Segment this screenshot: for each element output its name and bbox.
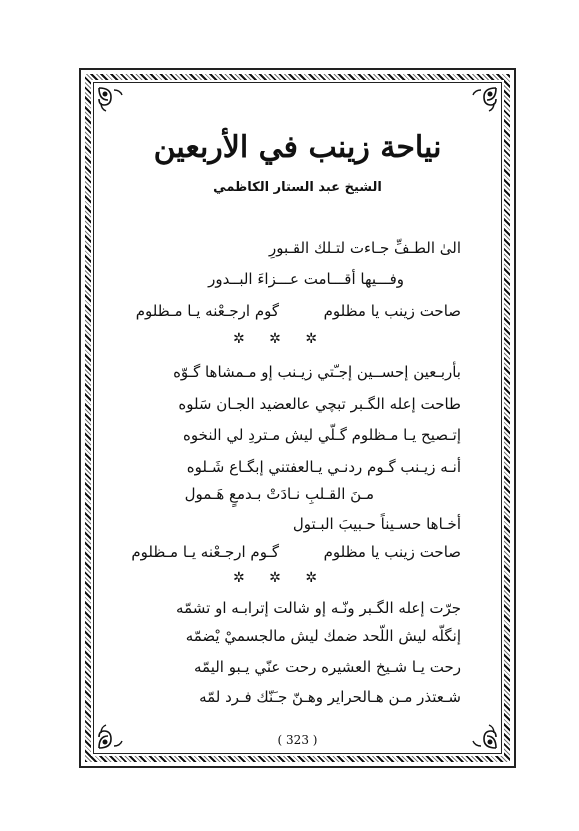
verse-line: مـنَ القـلبِ نـادَتْ بـدمعٍ هَـمول bbox=[184, 485, 374, 503]
verse-line: أخـاها حسـيناً حـبيبَ البـتول bbox=[292, 515, 461, 533]
refrain-line: گـوم ارجـعْنه يـا مـظلوم bbox=[131, 543, 279, 561]
verse-line: أنـه زيـنب گـوم ردنـي يـالعفتني إبگـاع شَـلوه bbox=[186, 458, 461, 476]
corner-ornament-icon bbox=[96, 721, 126, 751]
poem-title: نياحة زينب في الأربعين bbox=[153, 130, 442, 165]
refrain-line: صاحت زينب يا مظلوم bbox=[323, 543, 461, 561]
refrain-line: صاحت زينب يا مظلوم bbox=[323, 302, 461, 320]
verse-line: إتـصيح يـا مـظلوم گـلّي ليش مـتردِ لي النخوه bbox=[183, 426, 461, 444]
verse-line: وفـــيها أقـــامت عـــزاءَ البــدور bbox=[208, 270, 404, 288]
star-separator: ✲ ✲ ✲ bbox=[232, 570, 328, 586]
star-separator: ✲ ✲ ✲ bbox=[232, 331, 328, 347]
verse-line: رحت يـا شـيخ العشيره رحت عنّي يـبو اليمّه bbox=[194, 658, 461, 676]
corner-ornament-icon bbox=[469, 85, 499, 115]
corner-ornament-icon bbox=[96, 85, 126, 115]
corner-ornament-icon bbox=[469, 721, 499, 751]
verse-line: الىٰ الطـفِّ جـاءت لتـلك القـبورِ bbox=[268, 239, 461, 257]
refrain-line: گوم ارجـعْنه يـا مـظلوم bbox=[135, 302, 279, 320]
verse-line: إنگلّه ليش اللّحد ضمك ليش مالجسميْ يْضمّه bbox=[185, 627, 461, 645]
verse-line: جرّت إعله الگـبر ونّـه إو شالت إترابـه او تشمّه bbox=[176, 599, 461, 617]
poem-author: الشيخ عبد الستار الكاظمي bbox=[213, 180, 382, 195]
verse-line: شـعتذر مـن هـالحراير وهـنّ جـَنّك فـرد لمّه bbox=[199, 688, 461, 706]
verse-line: بأربـعين إحســين إجـّتي زيـنب إو مـمشاها گـوّه bbox=[173, 363, 461, 381]
page-number: ( 323 ) bbox=[277, 733, 318, 747]
verse-line: طاحت إعله الگـبر تبچي عالعضيد الجـان سَلوه bbox=[178, 395, 461, 413]
